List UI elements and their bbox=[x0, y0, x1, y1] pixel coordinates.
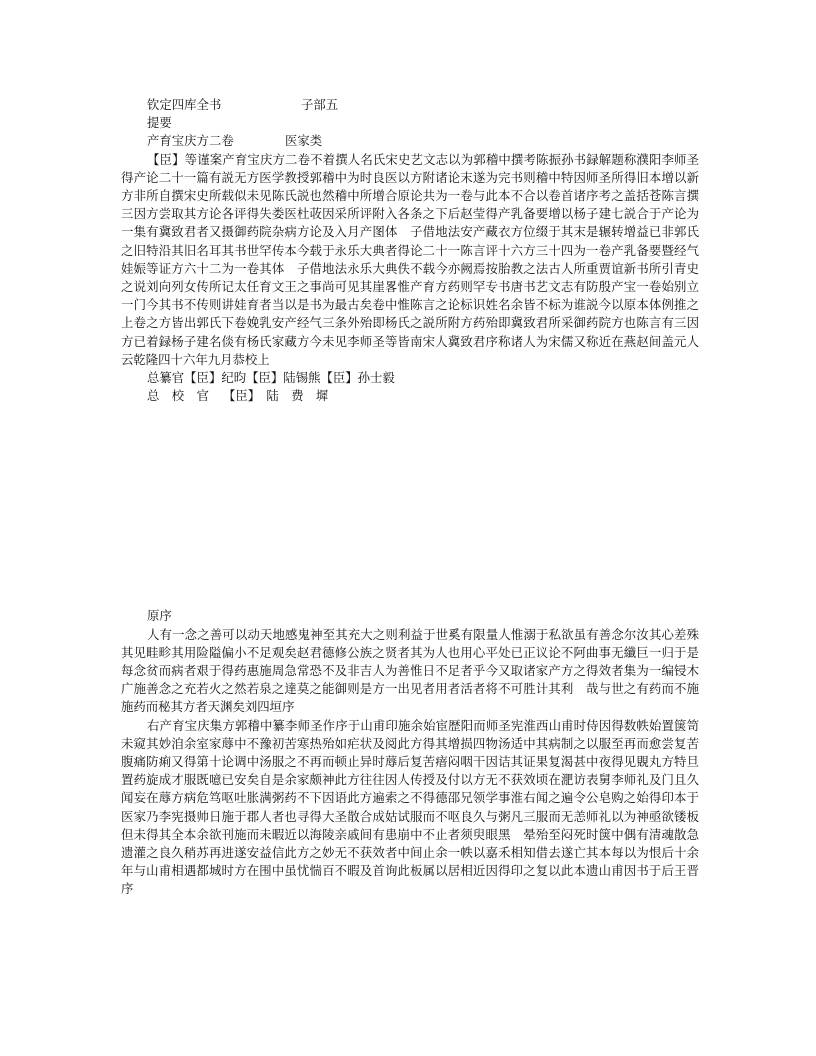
proofreader-name: 【臣】 陆 费 墀 bbox=[222, 388, 329, 404]
proofreader-title: 总 校 官 bbox=[147, 388, 209, 404]
document-page bbox=[121, 96, 699, 899]
chief-editors: 总纂官【臣】纪昀【臣】陆锡熊【臣】孙士毅 bbox=[147, 370, 395, 386]
blank-space bbox=[121, 405, 699, 605]
book-title: 产育宝庆方二卷 bbox=[147, 133, 234, 149]
book-category: 医家类 bbox=[285, 133, 323, 149]
summary-label: 提要 bbox=[147, 115, 172, 131]
preface-label: 原序 bbox=[147, 608, 172, 624]
book-title-line bbox=[121, 132, 699, 150]
preface-paragraph-2: 右产育宝庆集方郭稽中纂李师圣作序于山甫印施余始宦歴阳而师圣宪淮西山甫时侍因得数帙始置箧笥未窥其妙洎余室家蓐中不豫初苦寒热殆如疟状及阅此方得其增损四物汤适中其病制之以服至再而愈尝复苦腹痛防痢又得第十论调中汤服之不再而顿止异时蓐后复苦瘖闷咽干因诘其证果复渴甚中夜得见覞丸方特旦置药旋成才服既噫已安矣自是余家颇神此方往往因人传授及付以方无不获效顷在淝访表舅李师礼及门且久闻妄在蓐方病危笃呕吐胀满粥药不下因语此方遍索之不得德邵兄领学事淮右闻之遍令公皂购之始得印本于医家乃李宪摄帅日施于郡人者也寻得大圣散合成姑试服而不呕良久与粥凡三服而无恙师礼以为神亟欲镂板但未得其全本余欲刊施而未暇近以海陵亲戚间有患崩中不止者须臾眼黑 晕殆至闷死时箧中偶有清魂散急遗灌之良久稍苏再进遂安益信此方之妙无不获效者中间止余一帙以嘉禾相知借去遂亡其本每以为恨后十余年与山甫相遇都城时方在围中虽忧惴百不暇及首询此板属以居相近因得印之复以此本遗山甫因书于后王晋序 bbox=[121, 717, 699, 897]
collection-title: 钦定四库全书 bbox=[147, 97, 222, 112]
section-label: 子部五 bbox=[301, 97, 339, 112]
preface-paragraph-1: 人有一念之善可以动天地感鬼神至其充大之则利益于世奚有限量人惟溺于私欲虽有善念尔汝其心差殊其见畦畛其用险隘偏小不足观矣赵君德修公族之贤者其为人也用心平处已正议论不阿曲事无纖巨一归于是每念贫而病者艰于得药惠施周急常恐不及非吉人为善惟日不足者乎今又取诸家产方之得效者集为一编锓木广施善念之充若火之然若泉之達莫之能御则是方一出见者用者活者将不可胜计其利 哉与世之有药而不施施药而秘其方者天渊矣刘四垣序 bbox=[121, 626, 699, 715]
proofreader-line bbox=[121, 387, 699, 405]
summary-body: 【臣】等谨案产育宝庆方二卷不着撰人名氏宋史艺文志以为郭稽中撰考陈振孙书録解题称濮阳李师圣得产论二十一篇有説无方医学教授郭稽中为时良医以方附诸论末遂为完书则稽中特因师圣所得旧本增以新方非所自撰宋史所载似未见陈氏説也然稽中所增合原论共为一卷与此本不合以卷首诸序考之盖括苍陈言撰三因方尝取其方论各评得失娄医杜荍因采所评附入各条之下后赵莹得产乳备要增以杨子建七説合于产论为一集有冀致君者又摄御药院杂病方论及入月产图体 子借地法安产藏衣方位缀于其末是辗转增益已非郭氏之旧特沿其旧名耳其书世罕传本今载于永乐大典者得论二十一陈言评十六方三十四为一卷产乳备要暨经气娃娠等证方六十二为一卷其体 子借地法永乐大典佚不载今亦阙焉按胎教之法古人所重贾谊新书所引青史之说刘向列女传所记太任育文王之事尚可见其崖畧惟产育方药则罕专书唐书艺文志有防殷产宝一卷始别立一门今其书不传则讲娃育者当以是书为最古矣卷中惟陈言之论标识姓名余皆不标为谁説今以原本体例推之上卷之方皆出郭氏下卷娩乳安产经气三条外殆即杨氏之説所附方药殆即冀致君所采御药院方也陈言有三因方已着録杨子建名倓有杨氏家藏方今未见李师圣等皆南宋人冀致君序称诸人为宋儒又称近在燕赵间盖元人云乾隆四十六年九月恭校上 bbox=[121, 151, 699, 367]
running-header bbox=[121, 96, 699, 114]
